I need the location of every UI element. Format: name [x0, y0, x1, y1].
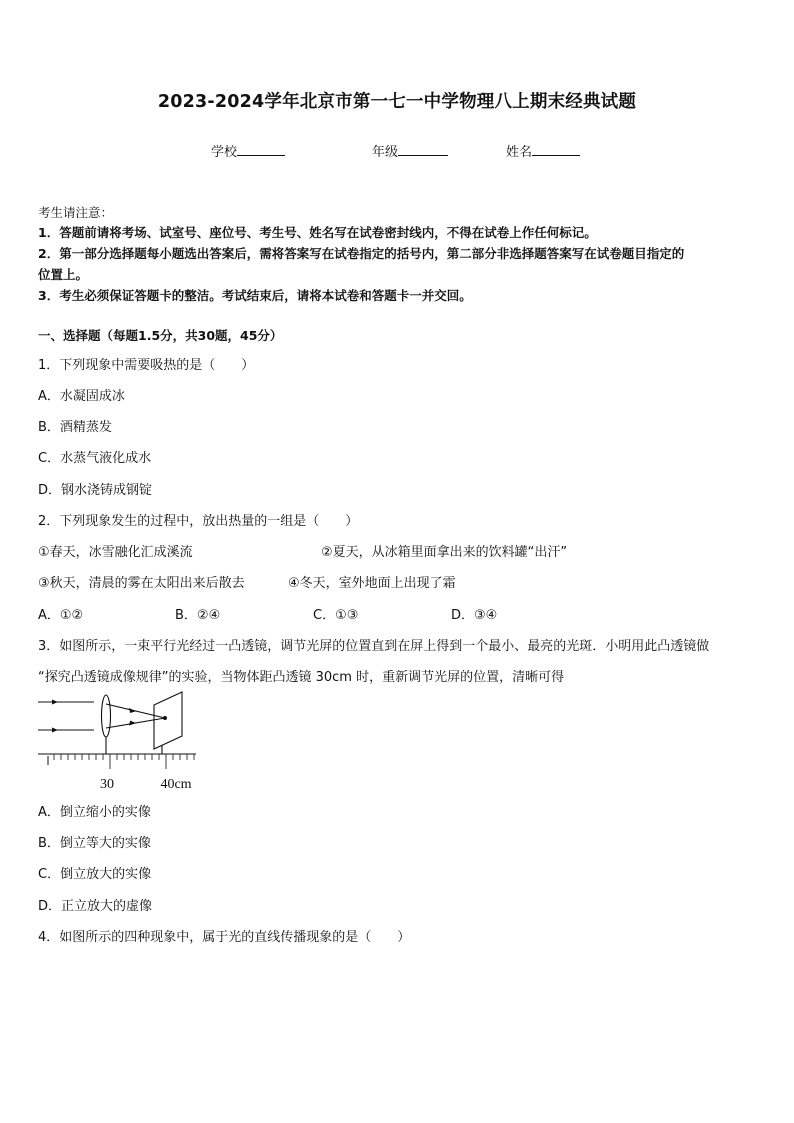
notice-item: 2．第一部分选择题每小题选出答案后，需将答案写在试卷指定的括号内，第二部分非选择题答案写在试卷题目指定的 — [38, 246, 685, 261]
question-2-statement-4: ④冬天，室外地面上出现了霜 — [288, 576, 456, 591]
question-1-option-a: A．水凝固成冰 — [38, 389, 125, 404]
question-2-stem: 2．下列现象发生的过程中，放出热量的一组是（ ） — [38, 514, 359, 529]
question-1-option-c: C．水蒸气液化成水 — [38, 451, 152, 466]
ray-arrow-icon — [52, 728, 58, 733]
ruler-ticks — [54, 754, 194, 769]
grade-field — [372, 141, 448, 160]
notice-item: 3．考生必须保证答题卡的整洁。考试结束后，请将本试卷和答题卡一并交回。 — [38, 288, 472, 303]
name-blank — [532, 143, 580, 156]
question-2-option-b: B．②④ — [175, 608, 221, 623]
notice-item: 1．答题前请将考场、试室号、座位号、考生号、姓名写在试卷密封线内，不得在试卷上作任何标记。 — [38, 225, 597, 240]
question-1-option-d: D．钢水浇铸成钢锭 — [38, 483, 153, 498]
light-screen — [154, 692, 182, 749]
ray-arrow-icon — [52, 700, 58, 705]
name-field — [506, 141, 580, 160]
question-2-statement-1: ①春天，冰雪融化汇成溪流 — [38, 545, 193, 560]
question-4-stem: 4．如图所示的四种现象中，属于光的直线传播现象的是（ ） — [38, 930, 411, 945]
question-2-option-a: A．①② — [38, 608, 84, 623]
question-2-option-c: C．①③ — [313, 608, 359, 623]
ray-arrow-icon — [129, 721, 136, 726]
name-label: 姓名 — [506, 145, 533, 160]
school-blank — [237, 143, 285, 156]
question-3-stem-line-2: “探究凸透镜成像规律”的实验，当物体距凸透镜 30cm 时，重新调节光屏的位置，清晰可得 — [38, 670, 565, 685]
ruler-label-30: 30 — [100, 777, 114, 792]
question-1-stem: 1．下列现象中需要吸热的是（ ） — [38, 358, 255, 373]
question-3-option-c: C．倒立放大的实像 — [38, 867, 152, 882]
page-title: 2023-2024学年北京市第一七一中学物理八上期末经典试题 — [157, 92, 637, 112]
grade-label: 年级 — [372, 145, 399, 160]
notice-item: 位置上。 — [38, 267, 89, 282]
focal-spot — [163, 716, 167, 720]
convex-lens — [102, 695, 111, 737]
section-heading: 一、选择题（每题1.5分，共30题，45分） — [38, 328, 283, 343]
question-1-option-b: B．酒精蒸发 — [38, 420, 112, 435]
question-2-statement-2: ②夏天，从冰箱里面拿出来的饮料罐“出汗” — [321, 545, 568, 560]
notice-heading: 考生请注意： — [38, 205, 114, 220]
school-field — [211, 141, 285, 160]
grade-blank — [398, 143, 448, 156]
school-label: 学校 — [211, 145, 238, 160]
question-3-option-d: D．正立放大的虚像 — [38, 899, 153, 914]
question-3-option-a: A．倒立缩小的实像 — [38, 805, 151, 820]
lens-diagram — [36, 690, 198, 794]
question-2-statement-3: ③秋天，清晨的雾在太阳出来后散去 — [38, 576, 245, 591]
ruler-label-40: 40cm — [160, 777, 192, 792]
question-3-option-b: B．倒立等大的实像 — [38, 836, 151, 851]
question-2-option-d: D．③④ — [451, 608, 498, 623]
question-3-stem-line-1: 3．如图所示，一束平行光经过一凸透镜，调节光屏的位置直到在屏上得到一个最小、最亮的光斑．小明用此凸透镜做 — [38, 639, 710, 654]
